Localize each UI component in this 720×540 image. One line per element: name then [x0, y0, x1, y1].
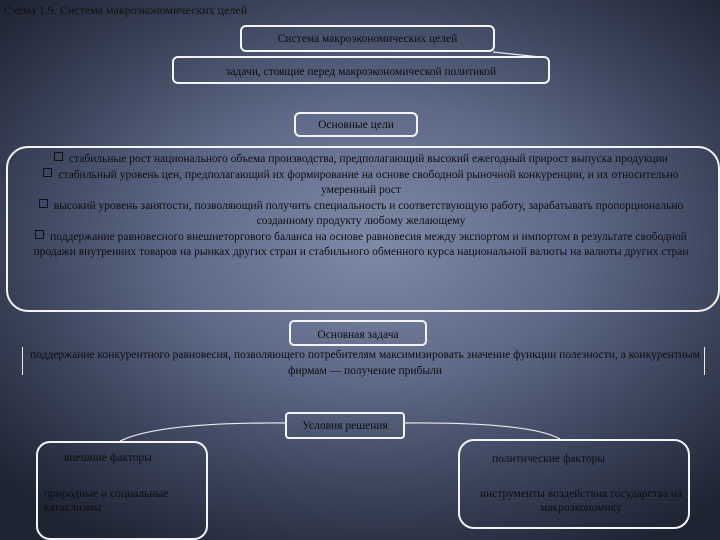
- checkbox-icon: [35, 230, 44, 239]
- political-factors-title: политические факторы: [492, 453, 605, 465]
- checkbox-icon: [43, 168, 52, 177]
- goal-text: высокий уровень занятости, позволяющий получить специальность и соответствующую работу, зарабатывать пропорционально созданному продукту любому желающему: [53, 199, 684, 227]
- main-task-label: Основная задача: [289, 320, 427, 346]
- external-factors-title: внешние факторы: [64, 452, 152, 464]
- main-task-text: поддержание конкурентного равновесия, позволяющего потребителям максимизировать значение функции полезности, а конкурентным фирмам — получение прибыли: [30, 349, 700, 377]
- goal-item: [18, 152, 704, 168]
- goal-item: [18, 230, 704, 261]
- political-factors-item: инструменты воздействия государства на макроэкономику: [479, 488, 683, 514]
- goal-text: поддержание равновесного внешнеторгового баланса на основе равновесия между экспортом и импортом в результате свободной продажи внутренних товаров на рынках других стран и стабильного обменного курса национальной валюты на валюты других стран: [33, 230, 689, 258]
- conditions-label: Условия решения: [285, 412, 405, 439]
- diagram-caption: Схема 1.9. Система макроэкономических целей: [4, 3, 248, 17]
- goal-item: [18, 199, 704, 230]
- goal-text: стабильные рост национального объема производства, предполагающий высокий ежегодный прирост выпуска продукции: [69, 153, 668, 165]
- checkbox-icon: [54, 152, 63, 161]
- checkbox-icon: [39, 199, 48, 208]
- main-goals-label: Основные цели: [294, 112, 418, 137]
- goal-text: стабильный уровень цен, предполагающий их формирование на основе свободной рыночной конкуренции, и их относительно умеренный рост: [58, 168, 679, 196]
- goals-box: [6, 146, 720, 312]
- title-box: Система макроэкономических целей: [240, 25, 495, 52]
- goal-item: [18, 168, 704, 199]
- external-factors-item: природные и социальные катаклизмы: [44, 488, 169, 514]
- tasks-box: задачи, стоящие перед макроэкономической политикой: [172, 56, 550, 84]
